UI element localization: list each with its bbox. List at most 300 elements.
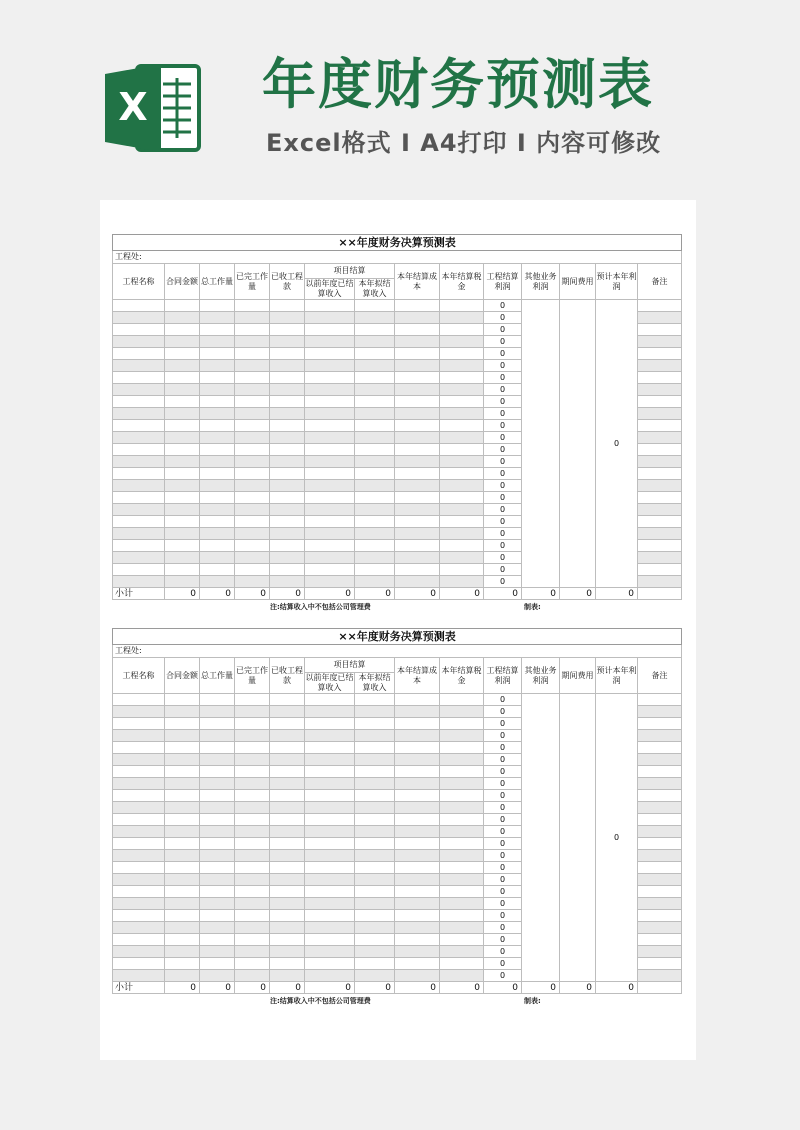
- table-cell[interactable]: [113, 468, 165, 480]
- profit-cell[interactable]: 0: [484, 754, 522, 766]
- table-cell[interactable]: [270, 540, 305, 552]
- profit-cell[interactable]: 0: [484, 802, 522, 814]
- table-cell[interactable]: [113, 360, 165, 372]
- table-cell[interactable]: [355, 862, 395, 874]
- table-cell[interactable]: [395, 456, 440, 468]
- table-cell[interactable]: [200, 730, 235, 742]
- table-cell[interactable]: [305, 706, 355, 718]
- table-cell[interactable]: [440, 480, 484, 492]
- profit-cell[interactable]: 0: [484, 540, 522, 552]
- table-cell[interactable]: [440, 324, 484, 336]
- table-cell[interactable]: [395, 564, 440, 576]
- table-cell[interactable]: [305, 372, 355, 384]
- table-cell[interactable]: [235, 480, 270, 492]
- table-cell[interactable]: [113, 946, 165, 958]
- table-cell[interactable]: [200, 766, 235, 778]
- table-cell[interactable]: [235, 432, 270, 444]
- table-cell[interactable]: [200, 504, 235, 516]
- table-cell[interactable]: [638, 348, 682, 360]
- table-cell[interactable]: [440, 874, 484, 886]
- table-cell[interactable]: [235, 300, 270, 312]
- table-cell[interactable]: [305, 576, 355, 588]
- table-cell[interactable]: [113, 504, 165, 516]
- table-cell[interactable]: [235, 372, 270, 384]
- profit-cell[interactable]: 0: [484, 898, 522, 910]
- table-cell[interactable]: [200, 396, 235, 408]
- subtotal-cell[interactable]: 0: [484, 982, 522, 994]
- table-cell[interactable]: [355, 886, 395, 898]
- table-cell[interactable]: [270, 946, 305, 958]
- table-cell[interactable]: [305, 970, 355, 982]
- table-cell[interactable]: [200, 420, 235, 432]
- table-cell[interactable]: [395, 754, 440, 766]
- table-cell[interactable]: [113, 826, 165, 838]
- table-cell[interactable]: [395, 432, 440, 444]
- table-cell[interactable]: [440, 790, 484, 802]
- table-cell[interactable]: [355, 300, 395, 312]
- table-cell[interactable]: [113, 742, 165, 754]
- table-cell[interactable]: [235, 420, 270, 432]
- table-cell[interactable]: [440, 910, 484, 922]
- profit-cell[interactable]: 0: [484, 694, 522, 706]
- table-cell[interactable]: [165, 372, 200, 384]
- table-cell[interactable]: [235, 396, 270, 408]
- table-cell[interactable]: [113, 814, 165, 826]
- table-cell[interactable]: [355, 922, 395, 934]
- table-cell[interactable]: [355, 516, 395, 528]
- table-cell[interactable]: [113, 766, 165, 778]
- table-cell[interactable]: [638, 504, 682, 516]
- table-cell[interactable]: [165, 444, 200, 456]
- table-cell[interactable]: [305, 874, 355, 886]
- table-cell[interactable]: [395, 372, 440, 384]
- table-cell[interactable]: [235, 384, 270, 396]
- table-cell[interactable]: [235, 492, 270, 504]
- table-cell[interactable]: [270, 528, 305, 540]
- table-cell[interactable]: [440, 348, 484, 360]
- table-cell[interactable]: [235, 862, 270, 874]
- table-cell[interactable]: [355, 730, 395, 742]
- table-cell[interactable]: [113, 898, 165, 910]
- table-cell[interactable]: [305, 730, 355, 742]
- table-cell[interactable]: [200, 742, 235, 754]
- table-cell[interactable]: [395, 934, 440, 946]
- table-cell[interactable]: [305, 898, 355, 910]
- profit-cell[interactable]: 0: [484, 432, 522, 444]
- table-cell[interactable]: [200, 910, 235, 922]
- table-cell[interactable]: [165, 766, 200, 778]
- table-cell[interactable]: [305, 946, 355, 958]
- profit-cell[interactable]: 0: [484, 826, 522, 838]
- table-cell[interactable]: [235, 838, 270, 850]
- table-cell[interactable]: [355, 694, 395, 706]
- other-profit-cell[interactable]: [522, 300, 560, 588]
- table-cell[interactable]: [638, 468, 682, 480]
- table-cell[interactable]: [305, 552, 355, 564]
- table-cell[interactable]: [395, 946, 440, 958]
- table-cell[interactable]: [113, 396, 165, 408]
- table-cell[interactable]: [165, 360, 200, 372]
- table-cell[interactable]: [638, 886, 682, 898]
- subtotal-cell[interactable]: 0: [395, 588, 440, 600]
- table-cell[interactable]: [113, 420, 165, 432]
- table-cell[interactable]: [395, 778, 440, 790]
- table-cell[interactable]: [440, 958, 484, 970]
- table-cell[interactable]: [355, 492, 395, 504]
- table-cell[interactable]: [235, 312, 270, 324]
- table-cell[interactable]: [200, 540, 235, 552]
- table-cell[interactable]: [395, 504, 440, 516]
- table-cell[interactable]: [270, 360, 305, 372]
- table-cell[interactable]: [113, 480, 165, 492]
- profit-cell[interactable]: 0: [484, 384, 522, 396]
- table-cell[interactable]: [440, 312, 484, 324]
- table-cell[interactable]: [440, 552, 484, 564]
- table-cell[interactable]: [270, 468, 305, 480]
- table-cell[interactable]: [638, 874, 682, 886]
- table-cell[interactable]: [235, 730, 270, 742]
- table-cell[interactable]: [440, 372, 484, 384]
- table-cell[interactable]: [200, 718, 235, 730]
- profit-cell[interactable]: 0: [484, 958, 522, 970]
- table-cell[interactable]: [165, 564, 200, 576]
- table-cell[interactable]: [305, 492, 355, 504]
- table-cell[interactable]: [638, 706, 682, 718]
- table-cell[interactable]: [638, 516, 682, 528]
- profit-cell[interactable]: 0: [484, 766, 522, 778]
- table-cell[interactable]: [355, 898, 395, 910]
- profit-cell[interactable]: 0: [484, 528, 522, 540]
- subtotal-cell[interactable]: 0: [355, 982, 395, 994]
- subtotal-cell[interactable]: 0: [440, 588, 484, 600]
- table-cell[interactable]: [270, 886, 305, 898]
- table-cell[interactable]: [355, 742, 395, 754]
- profit-cell[interactable]: 0: [484, 360, 522, 372]
- table-cell[interactable]: [165, 552, 200, 564]
- table-cell[interactable]: [638, 432, 682, 444]
- table-cell[interactable]: [395, 300, 440, 312]
- table-cell[interactable]: [440, 946, 484, 958]
- table-cell[interactable]: [165, 432, 200, 444]
- table-cell[interactable]: [395, 420, 440, 432]
- table-cell[interactable]: [395, 516, 440, 528]
- table-cell[interactable]: [440, 360, 484, 372]
- table-cell[interactable]: [305, 958, 355, 970]
- profit-cell[interactable]: 0: [484, 456, 522, 468]
- table-cell[interactable]: [305, 540, 355, 552]
- table-cell[interactable]: [440, 300, 484, 312]
- table-cell[interactable]: [355, 504, 395, 516]
- profit-cell[interactable]: 0: [484, 706, 522, 718]
- table-cell[interactable]: [355, 552, 395, 564]
- table-cell[interactable]: [440, 564, 484, 576]
- forecast-total-cell[interactable]: 0: [596, 300, 638, 588]
- table-cell[interactable]: [235, 874, 270, 886]
- table-cell[interactable]: [395, 730, 440, 742]
- table-cell[interactable]: [113, 718, 165, 730]
- table-cell[interactable]: [165, 420, 200, 432]
- subtotal-cell[interactable]: 0: [596, 982, 638, 994]
- table-cell[interactable]: [355, 850, 395, 862]
- table-cell[interactable]: [235, 766, 270, 778]
- table-cell[interactable]: [638, 934, 682, 946]
- table-cell[interactable]: [270, 958, 305, 970]
- table-cell[interactable]: [200, 384, 235, 396]
- table-cell[interactable]: [200, 934, 235, 946]
- subtotal-remark-cell[interactable]: [638, 588, 682, 600]
- table-cell[interactable]: [200, 826, 235, 838]
- table-cell[interactable]: [638, 360, 682, 372]
- table-cell[interactable]: [113, 408, 165, 420]
- profit-cell[interactable]: 0: [484, 468, 522, 480]
- table-cell[interactable]: [305, 324, 355, 336]
- table-cell[interactable]: [113, 874, 165, 886]
- table-cell[interactable]: [113, 516, 165, 528]
- table-cell[interactable]: [270, 730, 305, 742]
- table-cell[interactable]: [638, 336, 682, 348]
- profit-cell[interactable]: 0: [484, 408, 522, 420]
- table-cell[interactable]: [440, 576, 484, 588]
- table-cell[interactable]: [200, 516, 235, 528]
- table-cell[interactable]: [638, 456, 682, 468]
- table-cell[interactable]: [200, 886, 235, 898]
- table-cell[interactable]: [305, 778, 355, 790]
- table-cell[interactable]: [440, 742, 484, 754]
- table-cell[interactable]: [165, 492, 200, 504]
- profit-cell[interactable]: 0: [484, 778, 522, 790]
- table-cell[interactable]: [355, 838, 395, 850]
- table-cell[interactable]: [200, 778, 235, 790]
- table-cell[interactable]: [638, 898, 682, 910]
- table-cell[interactable]: [235, 516, 270, 528]
- table-cell[interactable]: [235, 336, 270, 348]
- table-cell[interactable]: [440, 706, 484, 718]
- table-cell[interactable]: [270, 564, 305, 576]
- table-cell[interactable]: [235, 850, 270, 862]
- table-cell[interactable]: [305, 886, 355, 898]
- table-cell[interactable]: [355, 814, 395, 826]
- table-cell[interactable]: [200, 802, 235, 814]
- subtotal-cell[interactable]: 0: [522, 588, 560, 600]
- table-cell[interactable]: [355, 540, 395, 552]
- table-cell[interactable]: [165, 790, 200, 802]
- profit-cell[interactable]: 0: [484, 730, 522, 742]
- table-cell[interactable]: [440, 814, 484, 826]
- table-cell[interactable]: [200, 552, 235, 564]
- table-cell[interactable]: [440, 444, 484, 456]
- table-cell[interactable]: [355, 706, 395, 718]
- table-cell[interactable]: [200, 874, 235, 886]
- table-cell[interactable]: [305, 910, 355, 922]
- table-cell[interactable]: [270, 790, 305, 802]
- table-cell[interactable]: [305, 838, 355, 850]
- table-cell[interactable]: [270, 778, 305, 790]
- table-cell[interactable]: [638, 324, 682, 336]
- subtotal-remark-cell[interactable]: [638, 982, 682, 994]
- table-cell[interactable]: [305, 480, 355, 492]
- table-cell[interactable]: [638, 372, 682, 384]
- table-cell[interactable]: [165, 300, 200, 312]
- table-cell[interactable]: [440, 766, 484, 778]
- table-cell[interactable]: [638, 718, 682, 730]
- table-cell[interactable]: [355, 396, 395, 408]
- table-cell[interactable]: [113, 802, 165, 814]
- profit-cell[interactable]: 0: [484, 516, 522, 528]
- table-cell[interactable]: [440, 504, 484, 516]
- table-cell[interactable]: [395, 408, 440, 420]
- profit-cell[interactable]: 0: [484, 946, 522, 958]
- table-cell[interactable]: [638, 778, 682, 790]
- table-cell[interactable]: [165, 730, 200, 742]
- table-cell[interactable]: [305, 432, 355, 444]
- profit-cell[interactable]: 0: [484, 742, 522, 754]
- table-cell[interactable]: [440, 336, 484, 348]
- table-cell[interactable]: [113, 730, 165, 742]
- table-cell[interactable]: [355, 790, 395, 802]
- table-cell[interactable]: [113, 324, 165, 336]
- table-cell[interactable]: [305, 528, 355, 540]
- table-cell[interactable]: [395, 706, 440, 718]
- profit-cell[interactable]: 0: [484, 838, 522, 850]
- table-cell[interactable]: [165, 504, 200, 516]
- table-cell[interactable]: [355, 456, 395, 468]
- profit-cell[interactable]: 0: [484, 312, 522, 324]
- profit-cell[interactable]: 0: [484, 970, 522, 982]
- table-cell[interactable]: [440, 970, 484, 982]
- table-cell[interactable]: [440, 826, 484, 838]
- table-cell[interactable]: [440, 492, 484, 504]
- table-cell[interactable]: [113, 384, 165, 396]
- subtotal-cell[interactable]: 0: [305, 982, 355, 994]
- table-cell[interactable]: [355, 910, 395, 922]
- table-cell[interactable]: [113, 790, 165, 802]
- table-cell[interactable]: [113, 862, 165, 874]
- table-cell[interactable]: [270, 396, 305, 408]
- table-cell[interactable]: [440, 396, 484, 408]
- table-cell[interactable]: [113, 706, 165, 718]
- profit-cell[interactable]: 0: [484, 576, 522, 588]
- table-cell[interactable]: [165, 516, 200, 528]
- table-cell[interactable]: [165, 706, 200, 718]
- table-cell[interactable]: [235, 444, 270, 456]
- table-cell[interactable]: [165, 336, 200, 348]
- table-cell[interactable]: [165, 814, 200, 826]
- table-cell[interactable]: [395, 540, 440, 552]
- table-cell[interactable]: [270, 552, 305, 564]
- table-cell[interactable]: [235, 898, 270, 910]
- table-cell[interactable]: [440, 468, 484, 480]
- table-cell[interactable]: [200, 862, 235, 874]
- table-cell[interactable]: [395, 360, 440, 372]
- table-cell[interactable]: [355, 528, 395, 540]
- table-cell[interactable]: [305, 444, 355, 456]
- table-cell[interactable]: [355, 360, 395, 372]
- table-cell[interactable]: [165, 946, 200, 958]
- table-cell[interactable]: [270, 492, 305, 504]
- table-cell[interactable]: [200, 706, 235, 718]
- table-cell[interactable]: [638, 444, 682, 456]
- table-cell[interactable]: [305, 456, 355, 468]
- table-cell[interactable]: [638, 694, 682, 706]
- table-cell[interactable]: [395, 694, 440, 706]
- profit-cell[interactable]: 0: [484, 886, 522, 898]
- profit-cell[interactable]: 0: [484, 300, 522, 312]
- table-cell[interactable]: [113, 312, 165, 324]
- table-cell[interactable]: [638, 802, 682, 814]
- table-cell[interactable]: [165, 922, 200, 934]
- table-cell[interactable]: [395, 898, 440, 910]
- table-cell[interactable]: [270, 372, 305, 384]
- table-cell[interactable]: [638, 910, 682, 922]
- table-cell[interactable]: [305, 420, 355, 432]
- table-cell[interactable]: [395, 528, 440, 540]
- table-cell[interactable]: [200, 528, 235, 540]
- subtotal-cell[interactable]: 0: [165, 982, 200, 994]
- table-cell[interactable]: [440, 384, 484, 396]
- table-cell[interactable]: [638, 922, 682, 934]
- profit-cell[interactable]: 0: [484, 492, 522, 504]
- table-cell[interactable]: [165, 934, 200, 946]
- table-cell[interactable]: [235, 564, 270, 576]
- table-cell[interactable]: [440, 432, 484, 444]
- subtotal-cell[interactable]: 0: [560, 588, 596, 600]
- table-cell[interactable]: [305, 802, 355, 814]
- table-cell[interactable]: [395, 348, 440, 360]
- table-cell[interactable]: [638, 742, 682, 754]
- table-cell[interactable]: [113, 838, 165, 850]
- table-cell[interactable]: [270, 838, 305, 850]
- table-cell[interactable]: [165, 324, 200, 336]
- table-cell[interactable]: [113, 456, 165, 468]
- table-cell[interactable]: [440, 730, 484, 742]
- table-cell[interactable]: [200, 898, 235, 910]
- table-cell[interactable]: [165, 742, 200, 754]
- subtotal-cell[interactable]: 0: [305, 588, 355, 600]
- table-cell[interactable]: [235, 468, 270, 480]
- table-cell[interactable]: [305, 336, 355, 348]
- table-cell[interactable]: [305, 766, 355, 778]
- table-cell[interactable]: [270, 754, 305, 766]
- table-cell[interactable]: [200, 492, 235, 504]
- table-cell[interactable]: [200, 360, 235, 372]
- table-cell[interactable]: [440, 934, 484, 946]
- table-cell[interactable]: [200, 790, 235, 802]
- table-cell[interactable]: [440, 420, 484, 432]
- table-cell[interactable]: [305, 718, 355, 730]
- table-cell[interactable]: [440, 850, 484, 862]
- table-cell[interactable]: [305, 850, 355, 862]
- table-cell[interactable]: [200, 576, 235, 588]
- table-cell[interactable]: [235, 886, 270, 898]
- table-cell[interactable]: [113, 348, 165, 360]
- table-cell[interactable]: [355, 874, 395, 886]
- table-cell[interactable]: [113, 922, 165, 934]
- profit-cell[interactable]: 0: [484, 348, 522, 360]
- subtotal-cell[interactable]: 0: [596, 588, 638, 600]
- profit-cell[interactable]: 0: [484, 504, 522, 516]
- table-cell[interactable]: [440, 898, 484, 910]
- table-cell[interactable]: [355, 372, 395, 384]
- table-cell[interactable]: [200, 312, 235, 324]
- table-cell[interactable]: [305, 862, 355, 874]
- table-cell[interactable]: [235, 348, 270, 360]
- table-cell[interactable]: [235, 324, 270, 336]
- table-cell[interactable]: [270, 348, 305, 360]
- table-cell[interactable]: [235, 456, 270, 468]
- table-cell[interactable]: [113, 528, 165, 540]
- table-cell[interactable]: [395, 910, 440, 922]
- table-cell[interactable]: [235, 742, 270, 754]
